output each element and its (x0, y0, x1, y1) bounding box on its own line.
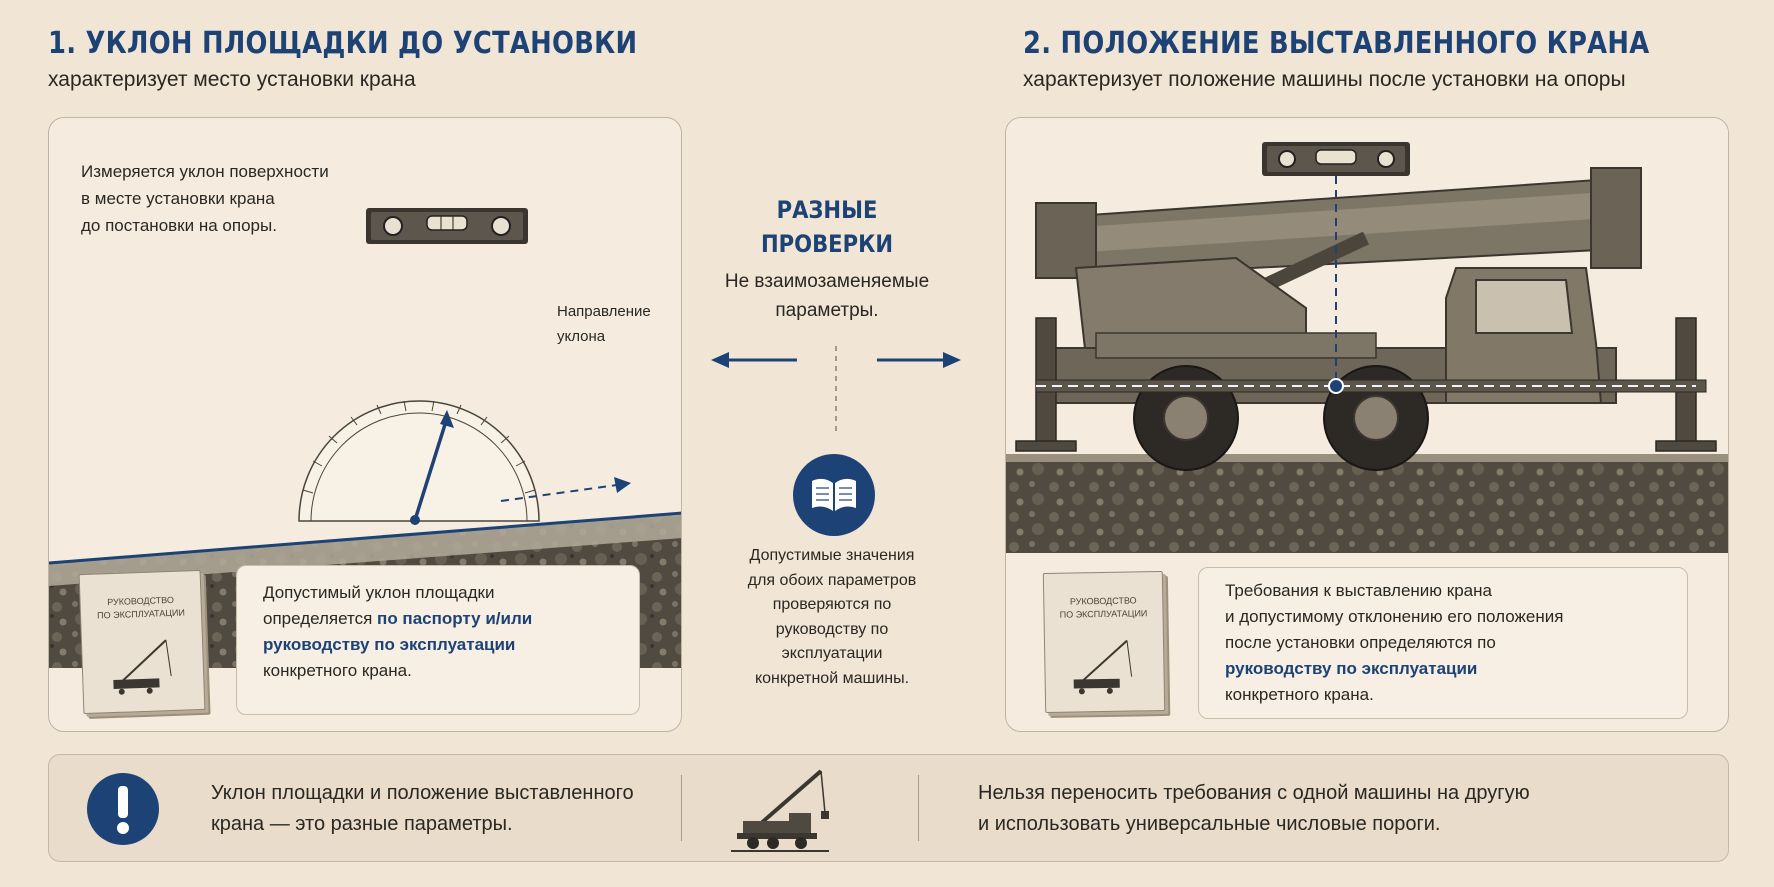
measure-line-3: до постановки на опоры. (81, 216, 277, 235)
left-info-line-3: руководству по эксплуатации (263, 635, 516, 654)
left-info-line-4: конкретного крана. (263, 661, 412, 680)
center-note-2: для обоих параметров (747, 571, 917, 589)
open-book-icon (792, 453, 876, 537)
right-info-line-2: и допустимому отклонению его положения (1225, 607, 1564, 626)
center-heading (739, 193, 915, 261)
measure-line-2: в месте установки крана (81, 189, 275, 208)
center-text-1: Не взаимозаменяемые (724, 271, 930, 292)
footer-divider-1 (681, 775, 682, 841)
footer-right-line-1: Нельзя переносить требования с одной машины на другую (978, 782, 1530, 804)
footer-left-line-2: крана — это разные параметры. (211, 813, 513, 835)
measure-text (81, 158, 329, 239)
book-label-2: ПО ЭКСПЛУАТАЦИИ (97, 607, 185, 621)
footer-right-text (978, 778, 1530, 840)
footer-left-text (211, 778, 634, 840)
exclamation-icon (86, 772, 160, 846)
footer-left-line-1: Уклон площадки и положение выставленного (211, 782, 634, 804)
spirit-level-icon (1262, 142, 1410, 176)
center-note-5: эксплуатации (781, 645, 883, 662)
right-title: 2. ПОЛОЖЕНИЕ ВЫСТАВЛЕННОГО КРАНА (1023, 26, 1650, 61)
right-info-line-5: конкретного крана. (1225, 685, 1374, 704)
left-title: 1. УКЛОН ПЛОЩАДКИ ДО УСТАНОВКИ (48, 26, 638, 61)
crane-icon (729, 763, 839, 855)
center-heading-1: РАЗНЫЕ (776, 196, 878, 224)
right-panel (1005, 117, 1729, 732)
center-text-2: параметры. (775, 300, 879, 321)
left-info-line-2-plain: определяется (263, 609, 378, 628)
book-label-1: РУКОВОДСТВО (1069, 595, 1137, 607)
direction-line-2: уклона (557, 328, 606, 345)
left-info-line-1: Допустимый уклон площадки (263, 583, 495, 602)
book-label-2: ПО ЭКСПЛУАТАЦИИ (1059, 608, 1148, 620)
measure-line-1: Измеряется уклон поверхности (81, 162, 329, 181)
left-panel (48, 117, 682, 732)
right-info-line-3: после установки определяются по (1225, 633, 1496, 652)
center-note-3: проверяются по (772, 596, 892, 613)
footer-right-line-2: и использовать универсальные числовые пороги. (978, 813, 1441, 835)
spirit-level-icon (365, 206, 529, 246)
left-subtitle: характеризует место установки крана (48, 68, 416, 91)
left-info-line-2-bold: по паспорту и/или (377, 609, 533, 628)
center-heading-2: ПРОВЕРКИ (760, 230, 894, 258)
arrow-left-icon (711, 352, 797, 368)
footer-bar (48, 754, 1729, 862)
right-info-line-4: руководству по эксплуатации (1225, 659, 1478, 678)
direction-line-1: Направление (557, 303, 651, 320)
direction-label (557, 299, 651, 349)
right-subtitle: характеризует положение машины после установки на опоры (1023, 68, 1626, 91)
center-note-6: конкретной машины. (754, 669, 910, 687)
center-note-1: Допустимые значения (749, 547, 915, 564)
left-info-line-2 (263, 606, 532, 632)
manual-book-icon (79, 570, 206, 714)
book-crane-icon (1069, 632, 1150, 697)
right-info-box (1198, 567, 1688, 719)
center-note (717, 544, 947, 691)
manual-book-icon (1043, 571, 1165, 713)
center-text (702, 267, 952, 325)
right-info-line-1: Требования к выставлению крана (1225, 581, 1492, 600)
footer-divider-2 (918, 775, 919, 841)
book-label-1: РУКОВОДСТВО (107, 594, 175, 608)
arrow-right-icon (877, 352, 961, 368)
crane-illustration (1006, 118, 1729, 553)
left-info-box (236, 565, 640, 715)
center-note-4: руководству по (775, 620, 889, 638)
book-crane-icon (108, 631, 190, 698)
